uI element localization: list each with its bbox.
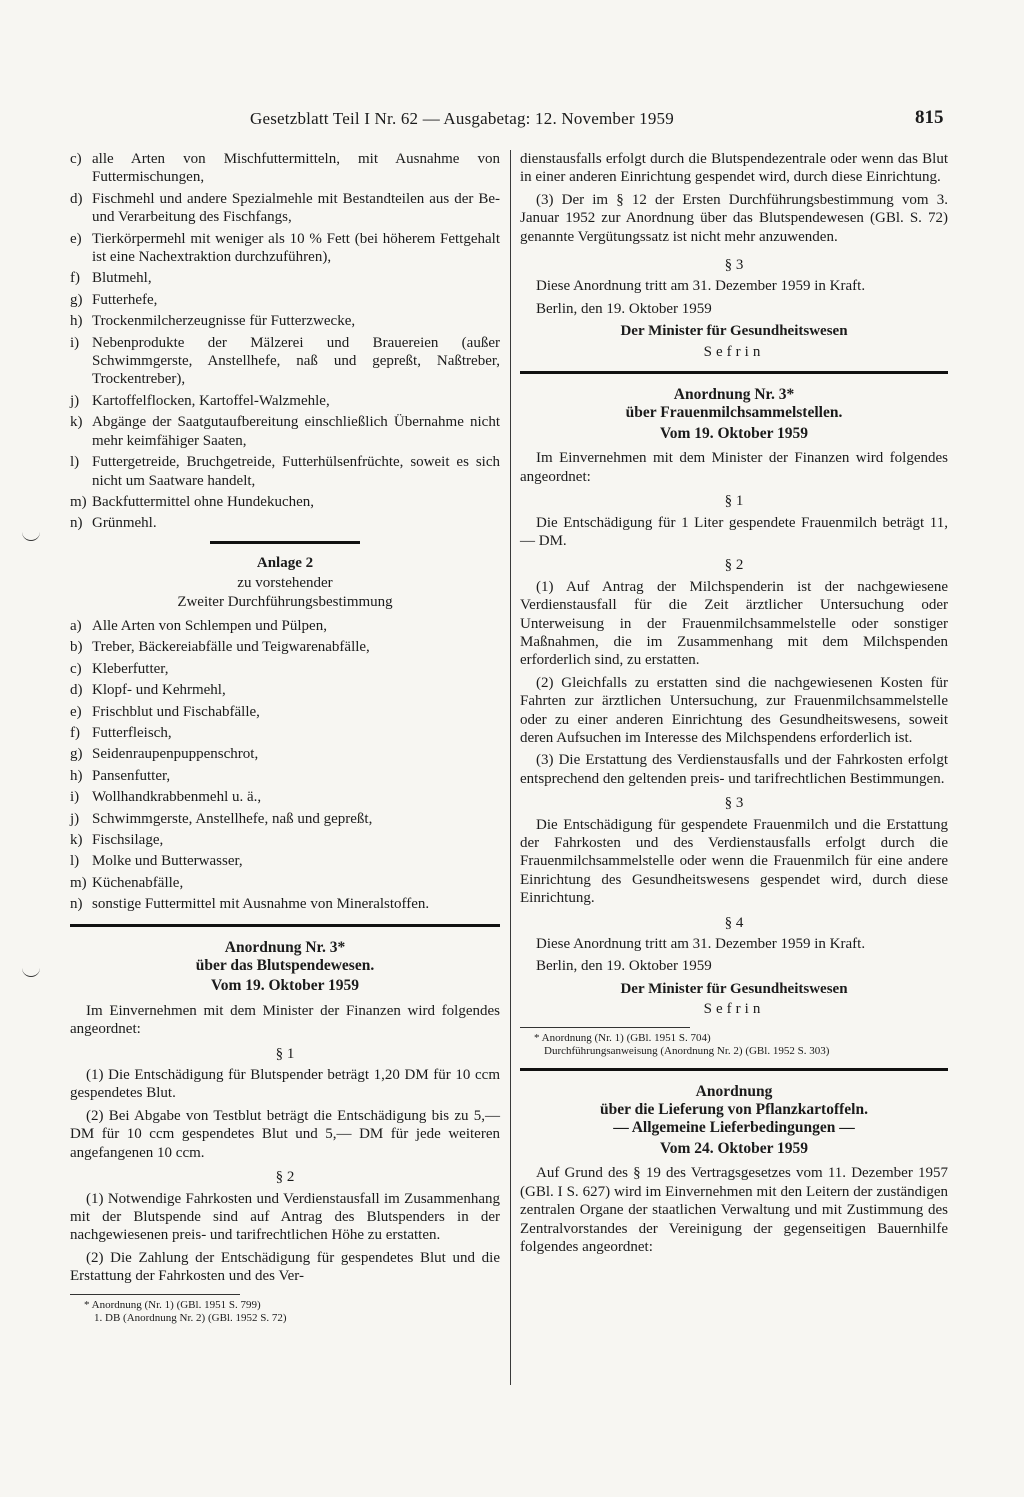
list-item: e) Frischblut und Fischabfälle, — [70, 703, 260, 720]
paragraph: (2) Bei Abgabe von Testblut beträgt die Entschädigung bis zu 5,— DM für 10 ccm gespendetes Blut und 5,— DM für jede weiteren angefangenen 10 ccm. — [70, 1107, 500, 1161]
paragraph-sign: § 1 — [275, 1045, 295, 1062]
footnote: * Anordnung (Nr. 1) (GBl. 1951 S. 799) — [84, 1298, 261, 1311]
footnote-rule — [520, 1027, 690, 1028]
list-item: i) Nebenprodukte der Mälzerei und Brauereien (außer Schwimmgerste, Anstellhefe, naß und gepreßt, Naßtreber, Trockentreber), — [70, 334, 500, 388]
paragraph-sign: § 2 — [724, 557, 744, 574]
footnote: * Anordnung (Nr. 1) (GBl. 1951 S. 704) — [534, 1031, 711, 1044]
footnote: Durchführungsanweisung (Anordnung Nr. 2) (GBl. 1952 S. 303) — [544, 1044, 830, 1057]
paragraph: (3) Die Erstattung des Verdienstausfalls und der Fahrkosten erfolgt entsprechend den geltenden preis- und tarifrechtlichen Bestimmungen. — [520, 752, 948, 787]
list-item: k) Abgänge der Saatgutaufbereitung einschließlich Übernahme nicht mehr keimfähiger Saaten, — [70, 414, 500, 449]
list-item: c) Kleberfutter, — [70, 660, 169, 677]
page-number: 815 — [915, 107, 944, 128]
paragraph: (2) Die Zahlung der Entschädigung für gespendetes Blut und die Erstattung der Fahrkosten und des Ver- — [70, 1249, 500, 1285]
paragraph: (3) Der im § 12 der Ersten Durchführungsbestimmung vom 3. Januar 1952 zur Anordnung über das Blutspendewesen (GBl. S. 72) genannte Vergütungssatz ist nicht mehr anzuwenden. — [520, 191, 948, 245]
signature-name: Sefrin — [703, 343, 765, 360]
section-rule — [210, 541, 360, 544]
list-item: c) alle Arten von Mischfuttermitteln, mit Ausnahme von Futtermischungen, — [70, 151, 500, 186]
place-date: Berlin, den 19. Oktober 1959 — [536, 300, 712, 317]
column-divider — [510, 150, 511, 1385]
footnote-rule — [70, 1294, 240, 1295]
minister-title: Der Minister für Gesundheitswesen — [620, 980, 848, 997]
left-column — [70, 150, 500, 1325]
place-date: Berlin, den 19. Oktober 1959 — [536, 958, 712, 975]
section-date: Vom 19. Oktober 1959 — [659, 424, 809, 442]
section-title: — Allgemeine Lieferbedingungen — — [613, 1119, 855, 1137]
footnote: 1. DB (Anordnung Nr. 2) (GBl. 1952 S. 72) — [94, 1311, 287, 1324]
section-title: über die Lieferung von Pflanzkartoffeln. — [600, 1101, 868, 1119]
list-item: j) Schwimmgerste, Anstellhefe, naß und gepreßt, — [70, 810, 373, 827]
paragraph: (1) Die Entschädigung für Blutspender beträgt 1,20 DM für 10 ccm gespendetes Blut. — [70, 1067, 500, 1102]
anlage-title: Anlage 2 — [256, 554, 314, 571]
signature-name: Sefrin — [703, 1001, 765, 1018]
paragraph: Die Entschädigung für gespendete Frauenmilch und die Erstattung der Fahrkosten und des Verdienstausfalls erfolgt durch die Frauenmilchsammelstelle oder wenn die Frauenmilch für eine andere Einrichtung des Gesundheitswesens gespendet wird, durch diese Einrichtung. — [520, 816, 948, 907]
section-rule — [520, 371, 948, 374]
section-rule — [70, 924, 500, 927]
list-item: g) Seidenraupenpuppenschrot, — [70, 746, 259, 763]
paragraph: Diese Anordnung tritt am 31. Dezember 1959 in Kraft. — [536, 278, 866, 295]
paragraph-sign: § 3 — [724, 795, 744, 812]
paragraph-sign: § 1 — [724, 493, 744, 510]
anlage-list — [70, 617, 500, 914]
page-header — [0, 105, 1024, 135]
section-title: Anordnung — [695, 1082, 773, 1100]
section-date: Vom 19. Oktober 1959 — [210, 977, 360, 995]
list-item: a) Alle Arten von Schlempen und Pülpen, — [70, 617, 327, 634]
paragraph-sign: § 4 — [724, 914, 744, 931]
list-item: d) Klopf- und Kehrmehl, — [70, 682, 226, 699]
margin-mark — [22, 532, 40, 541]
section-date: Vom 24. Oktober 1959 — [659, 1139, 809, 1157]
paragraph: (1) Notwendige Fahrkosten und Verdienstausfall im Zusammenhang mit der Blutspende sind auf Antrag des Blutspenders in der nachgewiesenen preis- und tarifrechtlichen Höhe zu erstatten. — [70, 1190, 500, 1244]
paragraph: (1) Auf Antrag der Milchspenderin ist der nachgewiesene Verdienstausfall für die Zeit ärztlicher Untersuchung oder Unterweisung in der Frauenmilchsammelstelle oder sonstiger Maßnahmen, die im Zusammenhang mit dem Milchspenden erforderlich sind, zu erstatten. — [520, 578, 948, 669]
paragraph: Die Entschädigung für 1 Liter gespendete Frauenmilch beträgt 11,— DM. — [520, 514, 948, 549]
list-item: h) Pansenfutter, — [70, 767, 171, 784]
list-item: e) Tierkörpermehl mit weniger als 10 % Fett (bei höherem Fettgehalt ist eine Nachextraktion durchzuführen), — [70, 230, 500, 266]
header-title: Gesetzblatt Teil I Nr. 62 — Ausgabetag: 12. November 1959 — [250, 109, 674, 128]
list-item: m) Küchenabfälle, — [70, 874, 184, 891]
anlage-subtitle: Zweiter Durchführungsbestimmung — [177, 593, 393, 610]
list-item: f) Blutmehl, — [70, 270, 152, 287]
paragraph: Auf Grund des § 19 des Vertragsgesetzes vom 11. Dezember 1957 (GBl. I S. 627) wird im Einvernehmen mit den Leitern der zuständigen zentralen Organe der staatlichen Verwaltung und mit Zustimmung des Zentralvorstandes der Vereinigung der gegenseitigen Bauernhilfe folgendes angeordnet: — [520, 1165, 948, 1255]
list-item: b) Treber, Bäckereiabfälle und Teigwarenabfälle, — [70, 639, 370, 656]
section-title: über Frauenmilchsammelstellen. — [625, 404, 843, 422]
minister-title: Der Minister für Gesundheitswesen — [620, 323, 848, 340]
paragraph-sign: § 2 — [275, 1169, 295, 1186]
futtermittel-list — [70, 150, 500, 533]
paragraph: Im Einvernehmen mit dem Minister der Finanzen wird folgendes angeordnet: — [520, 450, 948, 485]
paragraph: dienstausfalls erfolgt durch die Blutspendezentrale oder wenn das Blut in einer anderen Einrichtung gespendet wird, durch diese Einrichtung. — [520, 151, 948, 186]
list-item: l) Futtergetreide, Bruchgetreide, Futterhülsenfrüchte, soweit es sich nicht um Saatware handelt, — [70, 454, 500, 489]
paragraph-sign: § 3 — [724, 257, 744, 274]
section-title: Anordnung Nr. 3* — [224, 938, 346, 956]
right-column — [520, 150, 948, 1260]
list-item: k) Fischsilage, — [70, 832, 164, 848]
list-item: n) Grünmehl. — [70, 515, 157, 532]
list-item: g) Futterhefe, — [70, 291, 158, 308]
list-item: f) Futterfleisch, — [70, 724, 172, 741]
paragraph: (2) Gleichfalls zu erstatten sind die nachgewiesenen Kosten für Fahrten zur ärztlichen Untersuchung, zur Frauenmilchsammelstelle oder zu einer anderen Einrichtung des Gesundheitswesens, soweit deren Aufsuchen im Interesse des Milchspendens erforderlich ist. — [520, 674, 948, 746]
list-item: j) Kartoffelflocken, Kartoffel-Walzmehle, — [70, 392, 330, 409]
section-title: Anordnung Nr. 3* — [673, 386, 795, 404]
list-item: d) Fischmehl und andere Spezialmehle mit Bestandteilen aus der Be- und Verarbeitung des Fischfangs, — [70, 190, 500, 226]
paragraph: Im Einvernehmen mit dem Minister der Finanzen wird folgendes angeordnet: — [70, 1002, 500, 1038]
section-rule — [520, 1068, 948, 1071]
section-title: über das Blutspendewesen. — [195, 957, 375, 975]
margin-mark — [22, 968, 40, 977]
list-item: n) sonstige Futtermittel mit Ausnahme von Mineralstoffen. — [70, 896, 430, 913]
list-item: m) Backfuttermittel ohne Hundekuchen, — [70, 493, 315, 510]
anlage-subtitle: zu vorstehender — [237, 575, 333, 592]
list-item: h) Trockenmilcherzeugnisse für Futterzwecke, — [70, 313, 356, 330]
list-item: i) Wollhandkrabbenmehl u. ä., — [70, 789, 262, 806]
paragraph: Diese Anordnung tritt am 31. Dezember 1959 in Kraft. — [536, 936, 866, 953]
list-item: l) Molke und Butterwasser, — [70, 853, 243, 870]
